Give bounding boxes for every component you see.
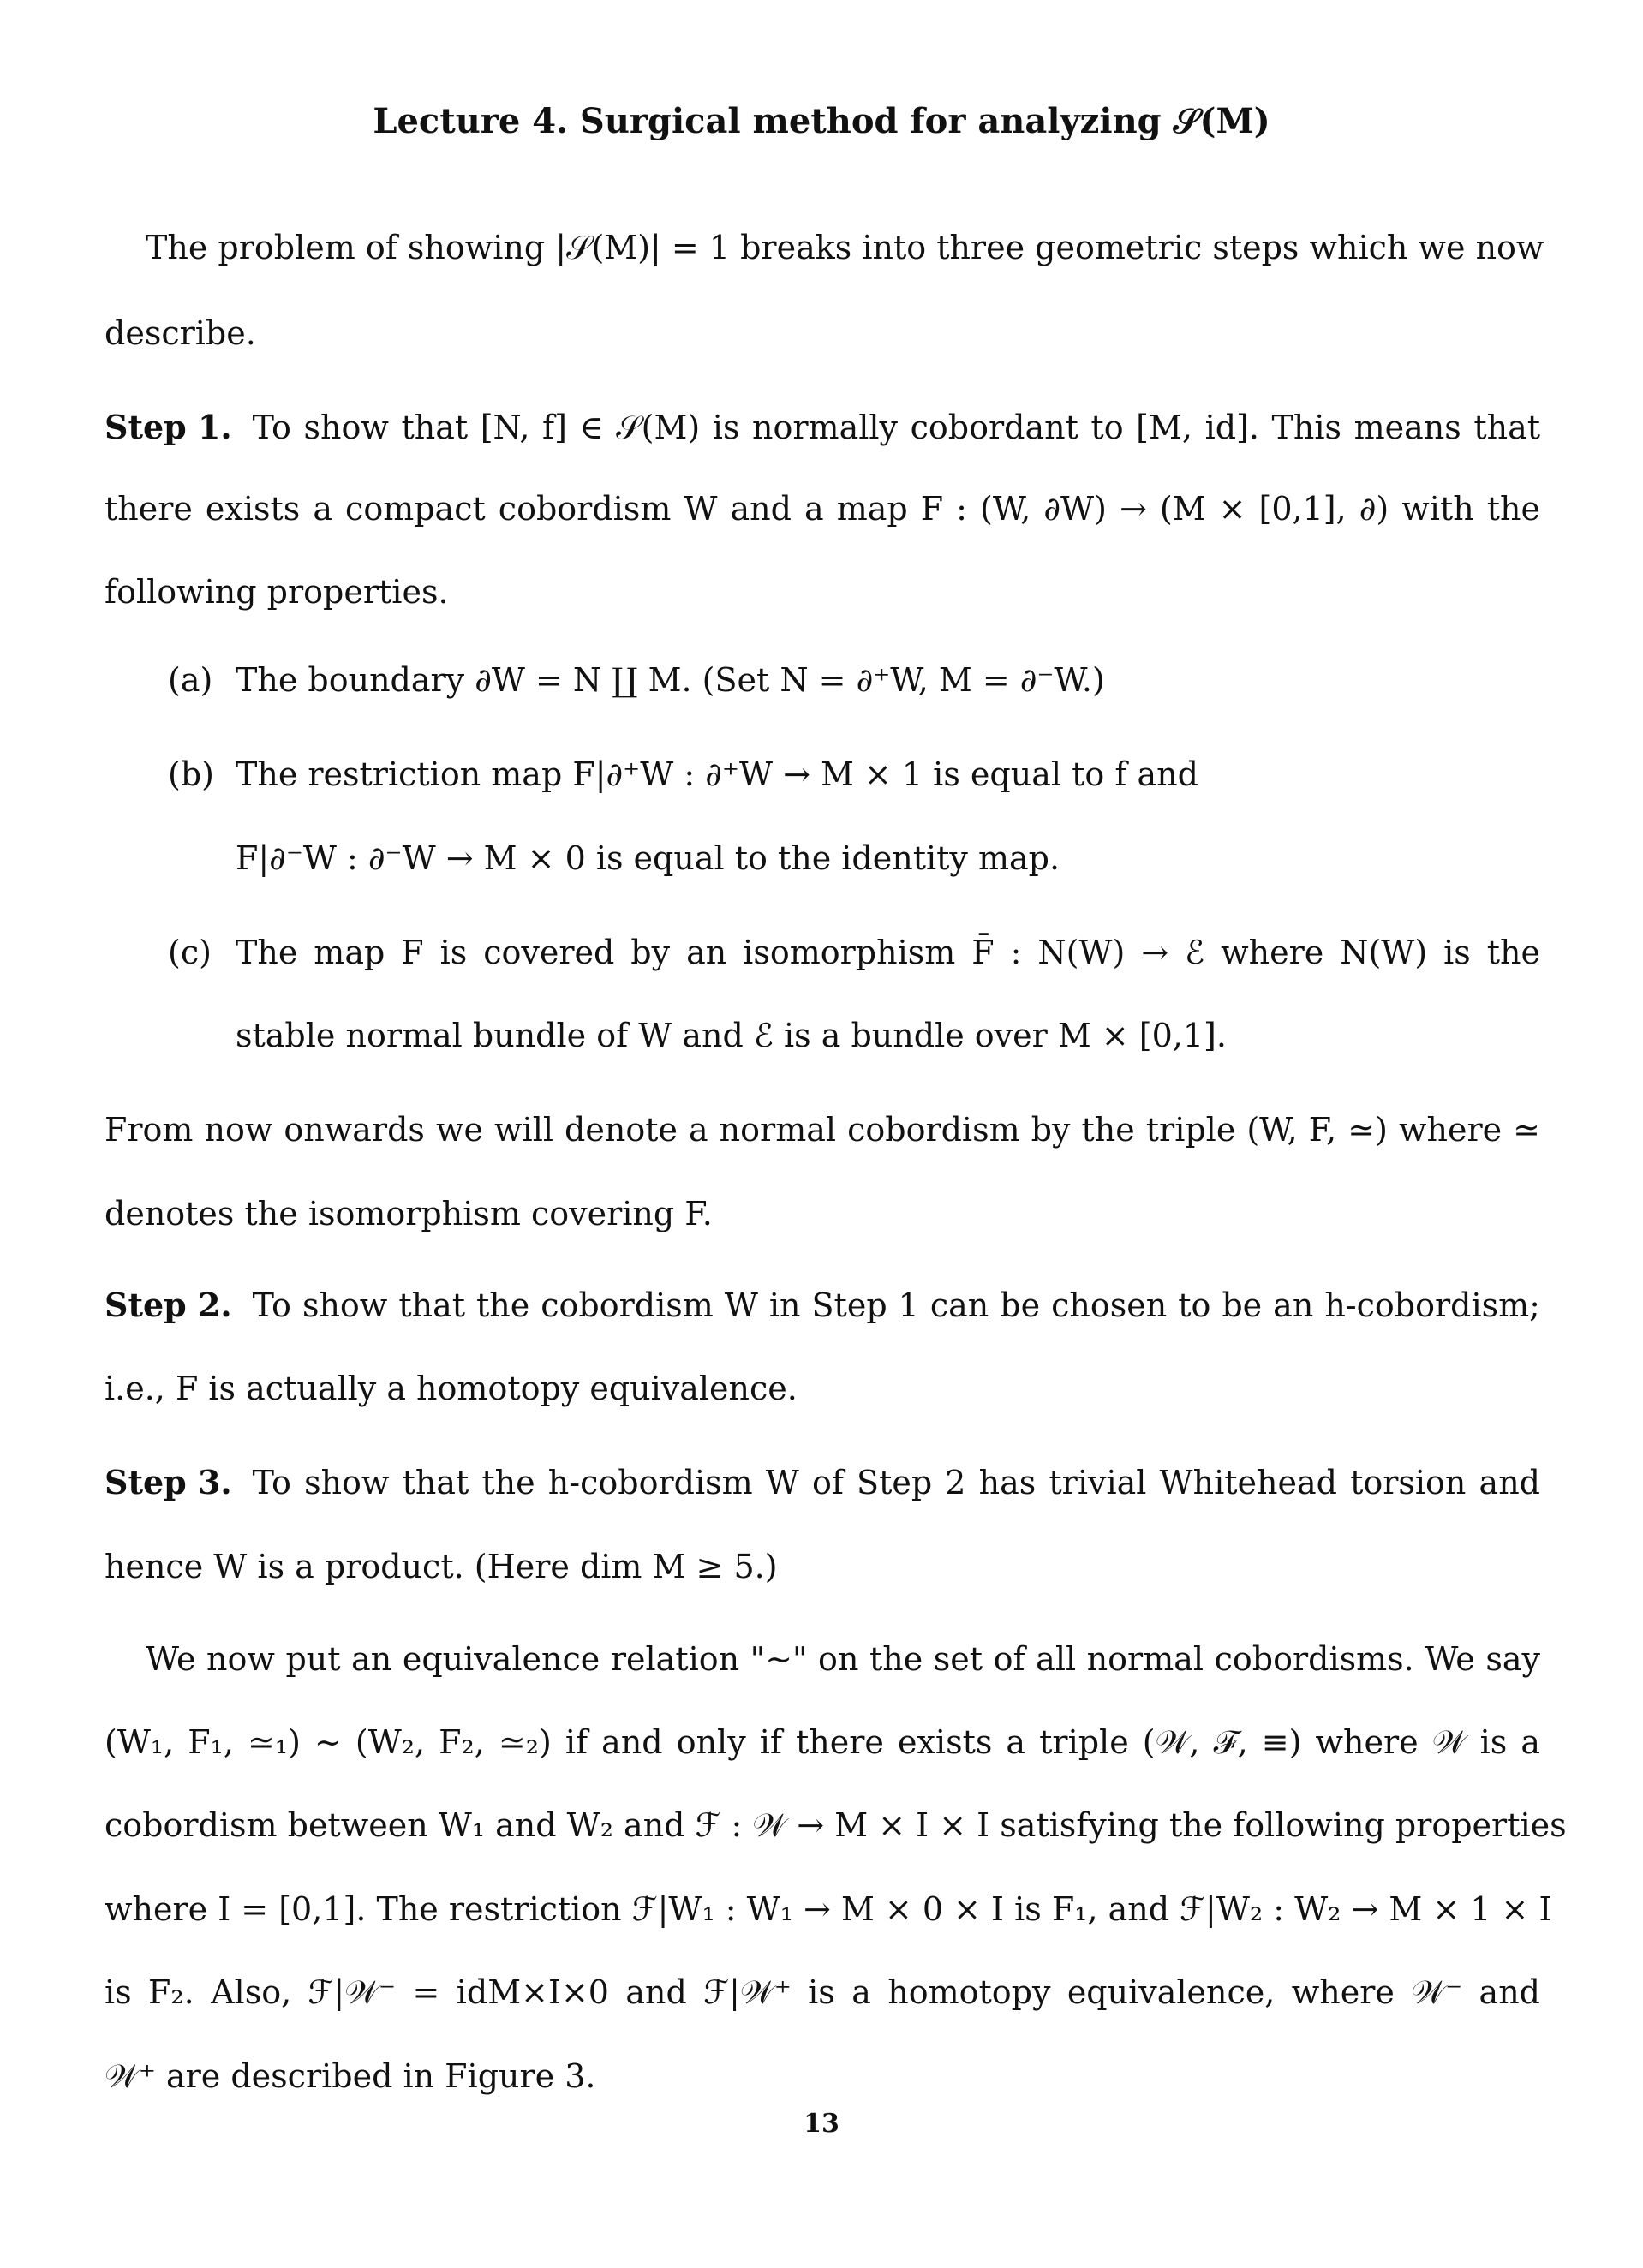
after-steps-line-1: From now onwards we will denote a normal cobordism by the triple (W, F, ≃) where ≃	[105, 1111, 1540, 1149]
step3-label: Step 3.	[105, 1463, 232, 1501]
step2-label: Step 2.	[105, 1286, 232, 1324]
final-line-1: We now put an equivalence relation "∼" on the set of all normal cobordisms. We say	[146, 1640, 1540, 1678]
step3-line-2: hence W is a product. (Here dim M ≥ 5.)	[105, 1548, 778, 1585]
step1-text-1: To show that [N, f] ∈ 𝒮(M) is normally cobordant to [M, id]. This means that	[252, 409, 1540, 446]
step3-line-1	[105, 1463, 1540, 1501]
after-steps-line-2: denotes the isomorphism covering F.	[105, 1195, 713, 1232]
final-line-5: is F₂. Also, ℱ|𝒲⁻ = idM×I×0 and ℱ|𝒲⁺ is a homotopy equivalence, where 𝒲⁻ and	[105, 1973, 1540, 2011]
item-a-line-1: The boundary ∂W = N ∐ M. (Set N = ∂⁺W, M = ∂⁻W.)	[236, 661, 1105, 699]
item-c-tag: (c)	[168, 934, 212, 971]
item-a-tag: (a)	[168, 661, 213, 699]
step1-label: Step 1.	[105, 408, 232, 446]
page-number: 13	[804, 2109, 839, 2139]
step1-line-3: following properties.	[105, 573, 449, 611]
page-title: Lecture 4. Surgical method for analyzing 𝒮(M)	[373, 101, 1270, 141]
item-c-line-2: stable normal bundle of W and ℰ is a bundle over M × [0,1].	[236, 1017, 1227, 1054]
step2-text-1: To show that the cobordism W in Step 1 can be chosen to be an h-cobordism;	[252, 1286, 1540, 1324]
step1-line-2: there exists a compact cobordism W and a map F : (W, ∂W) → (M × [0,1], ∂) with the	[105, 490, 1540, 528]
step2-line-1	[105, 1286, 1540, 1324]
intro-line-2: describe.	[105, 314, 256, 352]
step3-text-1: To show that the h-cobordism W of Step 2 has trivial Whitehead torsion and	[252, 1464, 1540, 1501]
final-line-2: (W₁, F₁, ≃₁) ∼ (W₂, F₂, ≃₂) if and only if there exists a triple (𝒲, ℱ, ≡) where 𝒲 is a	[105, 1723, 1540, 1761]
step1-line-1	[105, 408, 1540, 446]
item-b-line-2: F|∂⁻W : ∂⁻W → M × 0 is equal to the identity map.	[236, 839, 1060, 877]
item-b-tag: (b)	[168, 755, 214, 793]
item-c-line-1: The map F is covered by an isomorphism F̄ : N(W) → ℰ where N(W) is the	[236, 934, 1540, 971]
final-line-4: where I = [0,1]. The restriction ℱ|W₁ : W₁ → M × 0 × I is F₁, and ℱ|W₂ : W₂ → M × 1 × I	[105, 1890, 1552, 1928]
intro-line-1: The problem of showing |𝒮(M)| = 1 breaks into three geometric steps which we now	[146, 229, 1544, 266]
step2-line-2: i.e., F is actually a homotopy equivalence.	[105, 1370, 798, 1407]
final-line-3: cobordism between W₁ and W₂ and ℱ : 𝒲 → M × I × I satisfying the following properties	[105, 1806, 1567, 1844]
final-line-6: 𝒲⁺ are described in Figure 3.	[105, 2057, 596, 2095]
item-b-line-1: The restriction map F|∂⁺W : ∂⁺W → M × 1 is equal to f and	[236, 755, 1198, 793]
